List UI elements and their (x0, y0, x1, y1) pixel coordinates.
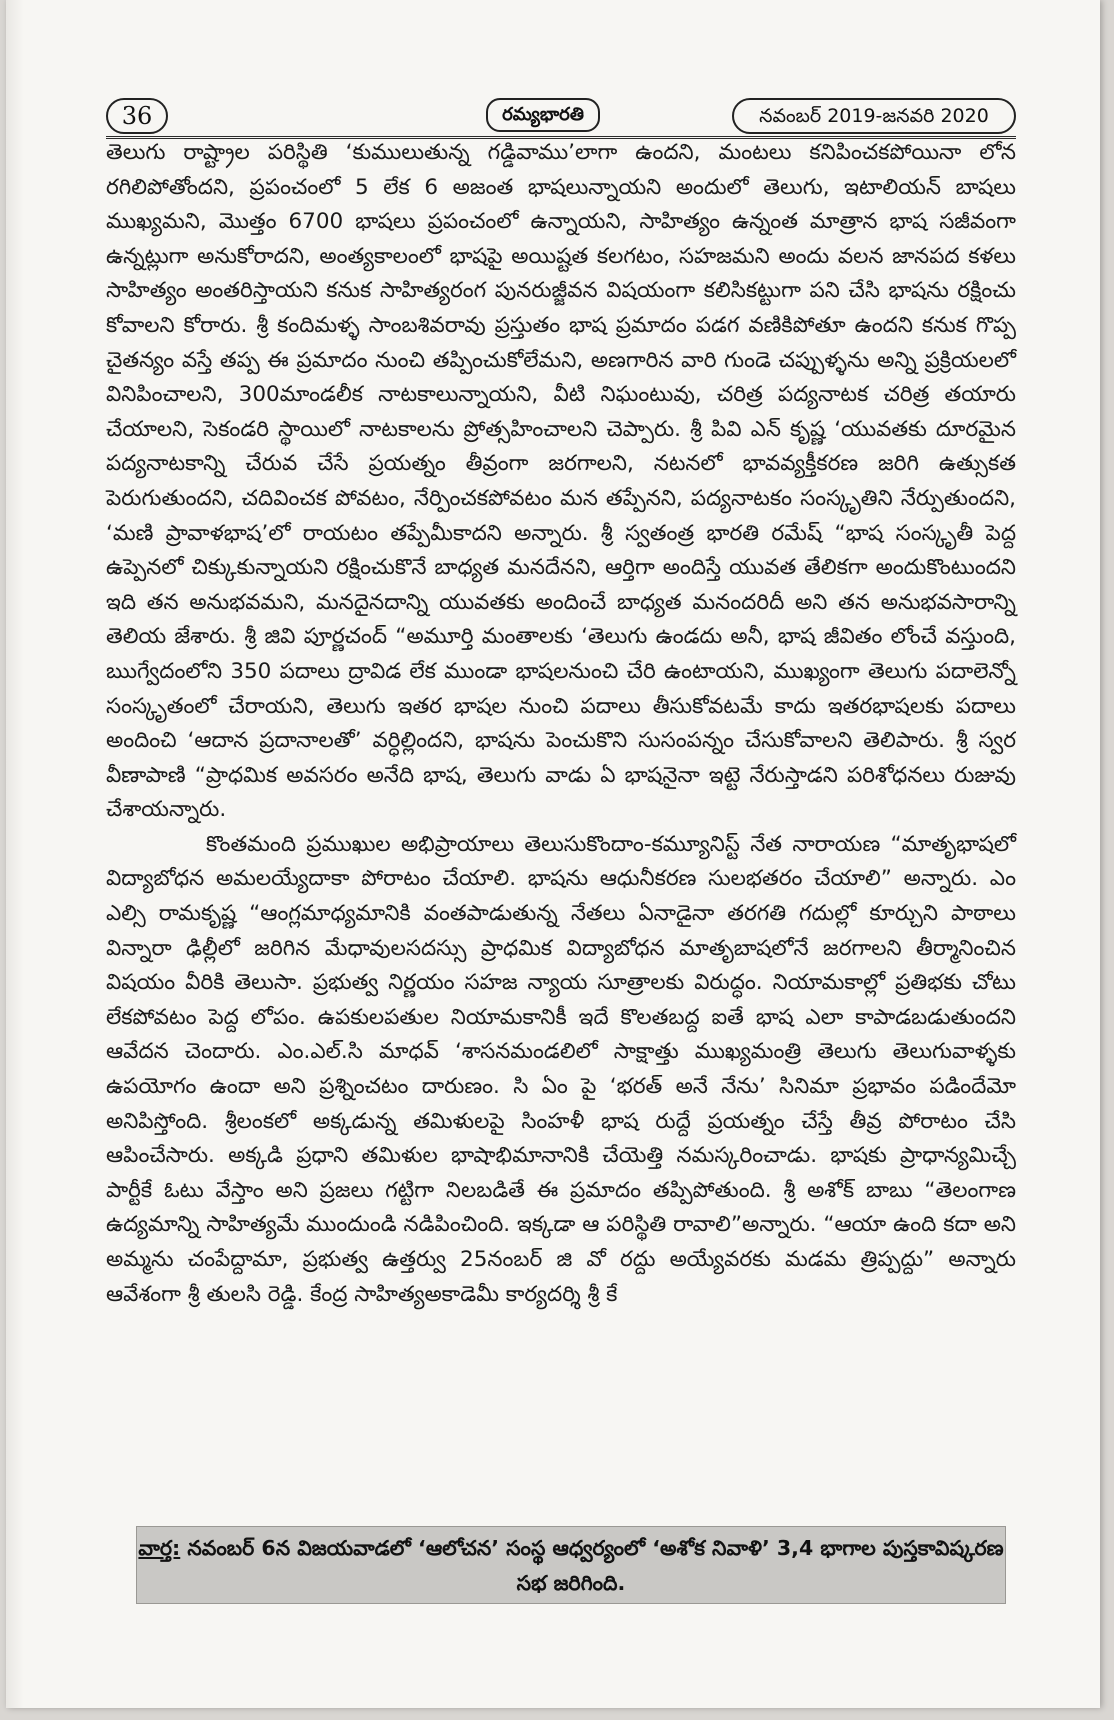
binding-fold (6, 0, 24, 1708)
news-box (136, 1526, 1006, 1604)
news-text: నవంబర్ 6న విజయవాడలో ‘ఆలోచన’ సంస్థ ఆధ్వర్యంలో ‘అశోక నివాళి’ 3,4 భాగాల పుస్తకావిష్కరణ సభ జరిగింది. (180, 1536, 1004, 1595)
paragraph-2: కొంతమంది ప్రముఖుల అభిప్రాయాలు తెలుసుకొందాం-కమ్యూనిస్ట్ నేత నారాయణ “మాతృభాషలో విద్యాబోధన అమలయ్యేదాకా పోరాటం చేయాలి. భాషను ఆధునీకరణ సులభతరం చేయాలి” అన్నారు. ఎం ఎల్సి రామకృష్ణ “ఆంగ్లమాధ్యమానికి వంతపాడుతున్న నేతలు ఏనాడైనా తరగతి గదుల్లో కూర్చుని పాఠాలు విన్నారా ఢిల్లీలో జరిగిన మేధావులసదస్సు ప్రాధమిక విద్యాబోధన మాతృబాషలోనే జరగాలని తీర్మానించిన విషయం వీరికి తెలుసా. ప్రభుత్వ నిర్ణయం సహజ న్యాయ సూత్రాలకు విరుద్ధం. నియామకాల్లో ప్రతిభకు చోటు లేకపోవటం పెద్ద లోపం. ఉపకులపతుల నియామకానికీ ఇదే కొలతబద్ద ఐతే భాష ఎలా కాపాడబడుతుందని ఆవేదన చెందారు. ఎం.ఎల్.సి మాధవ్ ‘శాసనమండలిలో సాక్షాత్తు ముఖ్యమంత్రి తెలుగు తెలుగువాళ్ళకు ఉపయోగం ఉందా అని ప్రశ్నించటం దారుణం. సి ఏం పై ‘భరత్ అనే నేను’ సినిమా ప్రభావం పడిందేమో అనిపిస్తోంది. శ్రీలంకలో అక్కడున్న తమిళులపై సింహళీ భాష రుద్దే ప్రయత్నం చేస్తే తీవ్ర పోరాటం చేసి ఆపించేసారు. అక్కడి ప్రధాని తమిళుల భాషాభిమానానికి చేయెత్తి నమస్కరించాడు. భాషకు ప్రాధాన్యమిచ్చే పార్టీకే ఓటు వేస్తాం అని ప్రజలు గట్టిగా నిలబడితే ఈ ప్రమాదం తప్పిపోతుంది. శ్రీ అశోక్ బాబు “తెలంగాణ ఉద్యమాన్ని సాహిత్యమే ముందుండి నడిపించింది. ఇక్కడా ఆ పరిస్థితి రావాలి”అన్నారు. “ఆయా ఉంది కదా అని అమ్మను చంపేద్దామా, ప్రభుత్వ ఉత్తర్వు 25నంబర్ జి వో రద్దు అయ్యేవరకు మడమ త్రిప్పద్దు” అన్నారు ఆవేశంగా శ్రీ తులసి రెడ్డి. కేంద్ర సాహిత్యఅకాడెమీ కార్యదర్శి శ్రీ కే (106, 831, 1016, 1307)
article-body (106, 136, 1016, 1312)
issue-date: నవంబర్ 2019-జనవరి 2020 (732, 98, 1016, 134)
journal-name: రమ్యభారతి (486, 98, 600, 132)
news-label: వార్త: (138, 1536, 181, 1560)
page-number: 36 (106, 98, 168, 134)
page-sheet (6, 0, 1100, 1708)
page-header (106, 96, 1016, 139)
paragraph-1: తెలుగు రాష్ట్రాల పరిస్థితి ‘కుములుతున్న గడ్డివాము’లాగా ఉందని, మంటలు కనిపించకపోయినా లోన రగిలిపోతోందని, ప్రపంచంలో 5 లేక 6 అజంత భాషలున్నాయని అందులో తెలుగు, ఇటాలియన్ బాషలు ముఖ్యమని, మొత్తం 6700 భాషలు ప్రపంచంలో ఉన్నాయని, సాహిత్యం ఉన్నంత మాత్రాన భాష సజీవంగా ఉన్నట్లుగా అనుకోరాదని, అంత్యకాలంలో భాషపై అయిష్టత కలగటం, సహజమని అందు వలన జానపద కళలు సాహిత్యం అంతరిస్తాయని కనుక సాహిత్యరంగ పునరుజ్జీవన విషయంగా కలిసికట్టుగా పని చేసి భాషను రక్షించు కోవాలని కోరారు. శ్రీ కందిమళ్ళ సాంబశివరావు ప్రస్తుతం భాష ప్రమాదం పడగ వణికిపోతూ ఉందని కనుక గొప్ప చైతన్యం వస్తే తప్ప ఈ ప్రమాదం నుంచి తప్పించుకోలేమని, అణగారిన వారి గుండె చప్పుళ్ళను అన్ని ప్రక్రియలలో వినిపించాలని, 300మాండలీక నాటకాలున్నాయని, వీటి నిఘంటువు, చరిత్ర పద్యనాటక చరిత్ర తయారు చేయాలని, సెకండరి స్థాయిలో నాటకాలను ప్రోత్సహించాలని చెప్పారు. శ్రీ పివి ఎన్ కృష్ణ ‘యువతకు దూరమైన పద్యనాటకాన్ని చేరువ చేసే ప్రయత్నం తీవ్రంగా జరగాలని, నటనలో భావవ్యక్తీకరణ జరిగి ఉత్సుకత పెరుగుతుందని, చదివించక పోవటం, నేర్పించకపోవటం మన తప్పేనని, పద్యనాటకం సంస్కృతిని నేర్పుతుందని, ‘మణి ప్రావాళభాష’లో రాయటం తప్పేమీకాదని అన్నారు. శ్రీ స్వతంత్ర భారతి రమేష్ “భాష సంస్కృతీ పెద్ద ఉప్పెనలో చిక్కుకున్నాయని రక్షించుకొనే బాధ్యత మనదేనని, ఆర్తిగా అందిస్తే యువత తేలికగా అందుకొంటుందని ఇది తన అనుభవమని, మనదైనదాన్ని యువతకు అందించే బాధ్యత మనందరిదీ అని తన అనుభవసారాన్ని తెలియ జేశారు. శ్రీ జివి పూర్ణచంద్ “అమూర్తి మంతాలకు ‘తెలుగు ఉండదు అనీ, భాష జీవితం లోంచే వస్తుంది, ఋగ్వేదంలోని 350 పదాలు ద్రావిడ లేక ముండా భాషలనుంచి చేరి ఉంటాయని, ముఖ్యంగా తెలుగు పదాలెన్నో సంస్కృతంలో చేరాయని, తెలుగు ఇతర భాషల నుంచి పదాలు తీసుకోవటమే కాదు ఇతరభాషలకు పదాలు అందించి ‘ఆదాన ప్రదానాలతో’ వర్ధిల్లిందని, భాషను పెంచుకొని సుసంపన్నం చేసుకోవాలని తెలిపారు. శ్రీ స్వర వీణాపాణి “ప్రాధమిక అవసరం అనేది భాష, తెలుగు వాడు ఏ భాషనైనా ఇట్టె నేరుస్తాడని పరిశోధనలు రుజువు చేశాయన్నారు. (106, 140, 1016, 823)
